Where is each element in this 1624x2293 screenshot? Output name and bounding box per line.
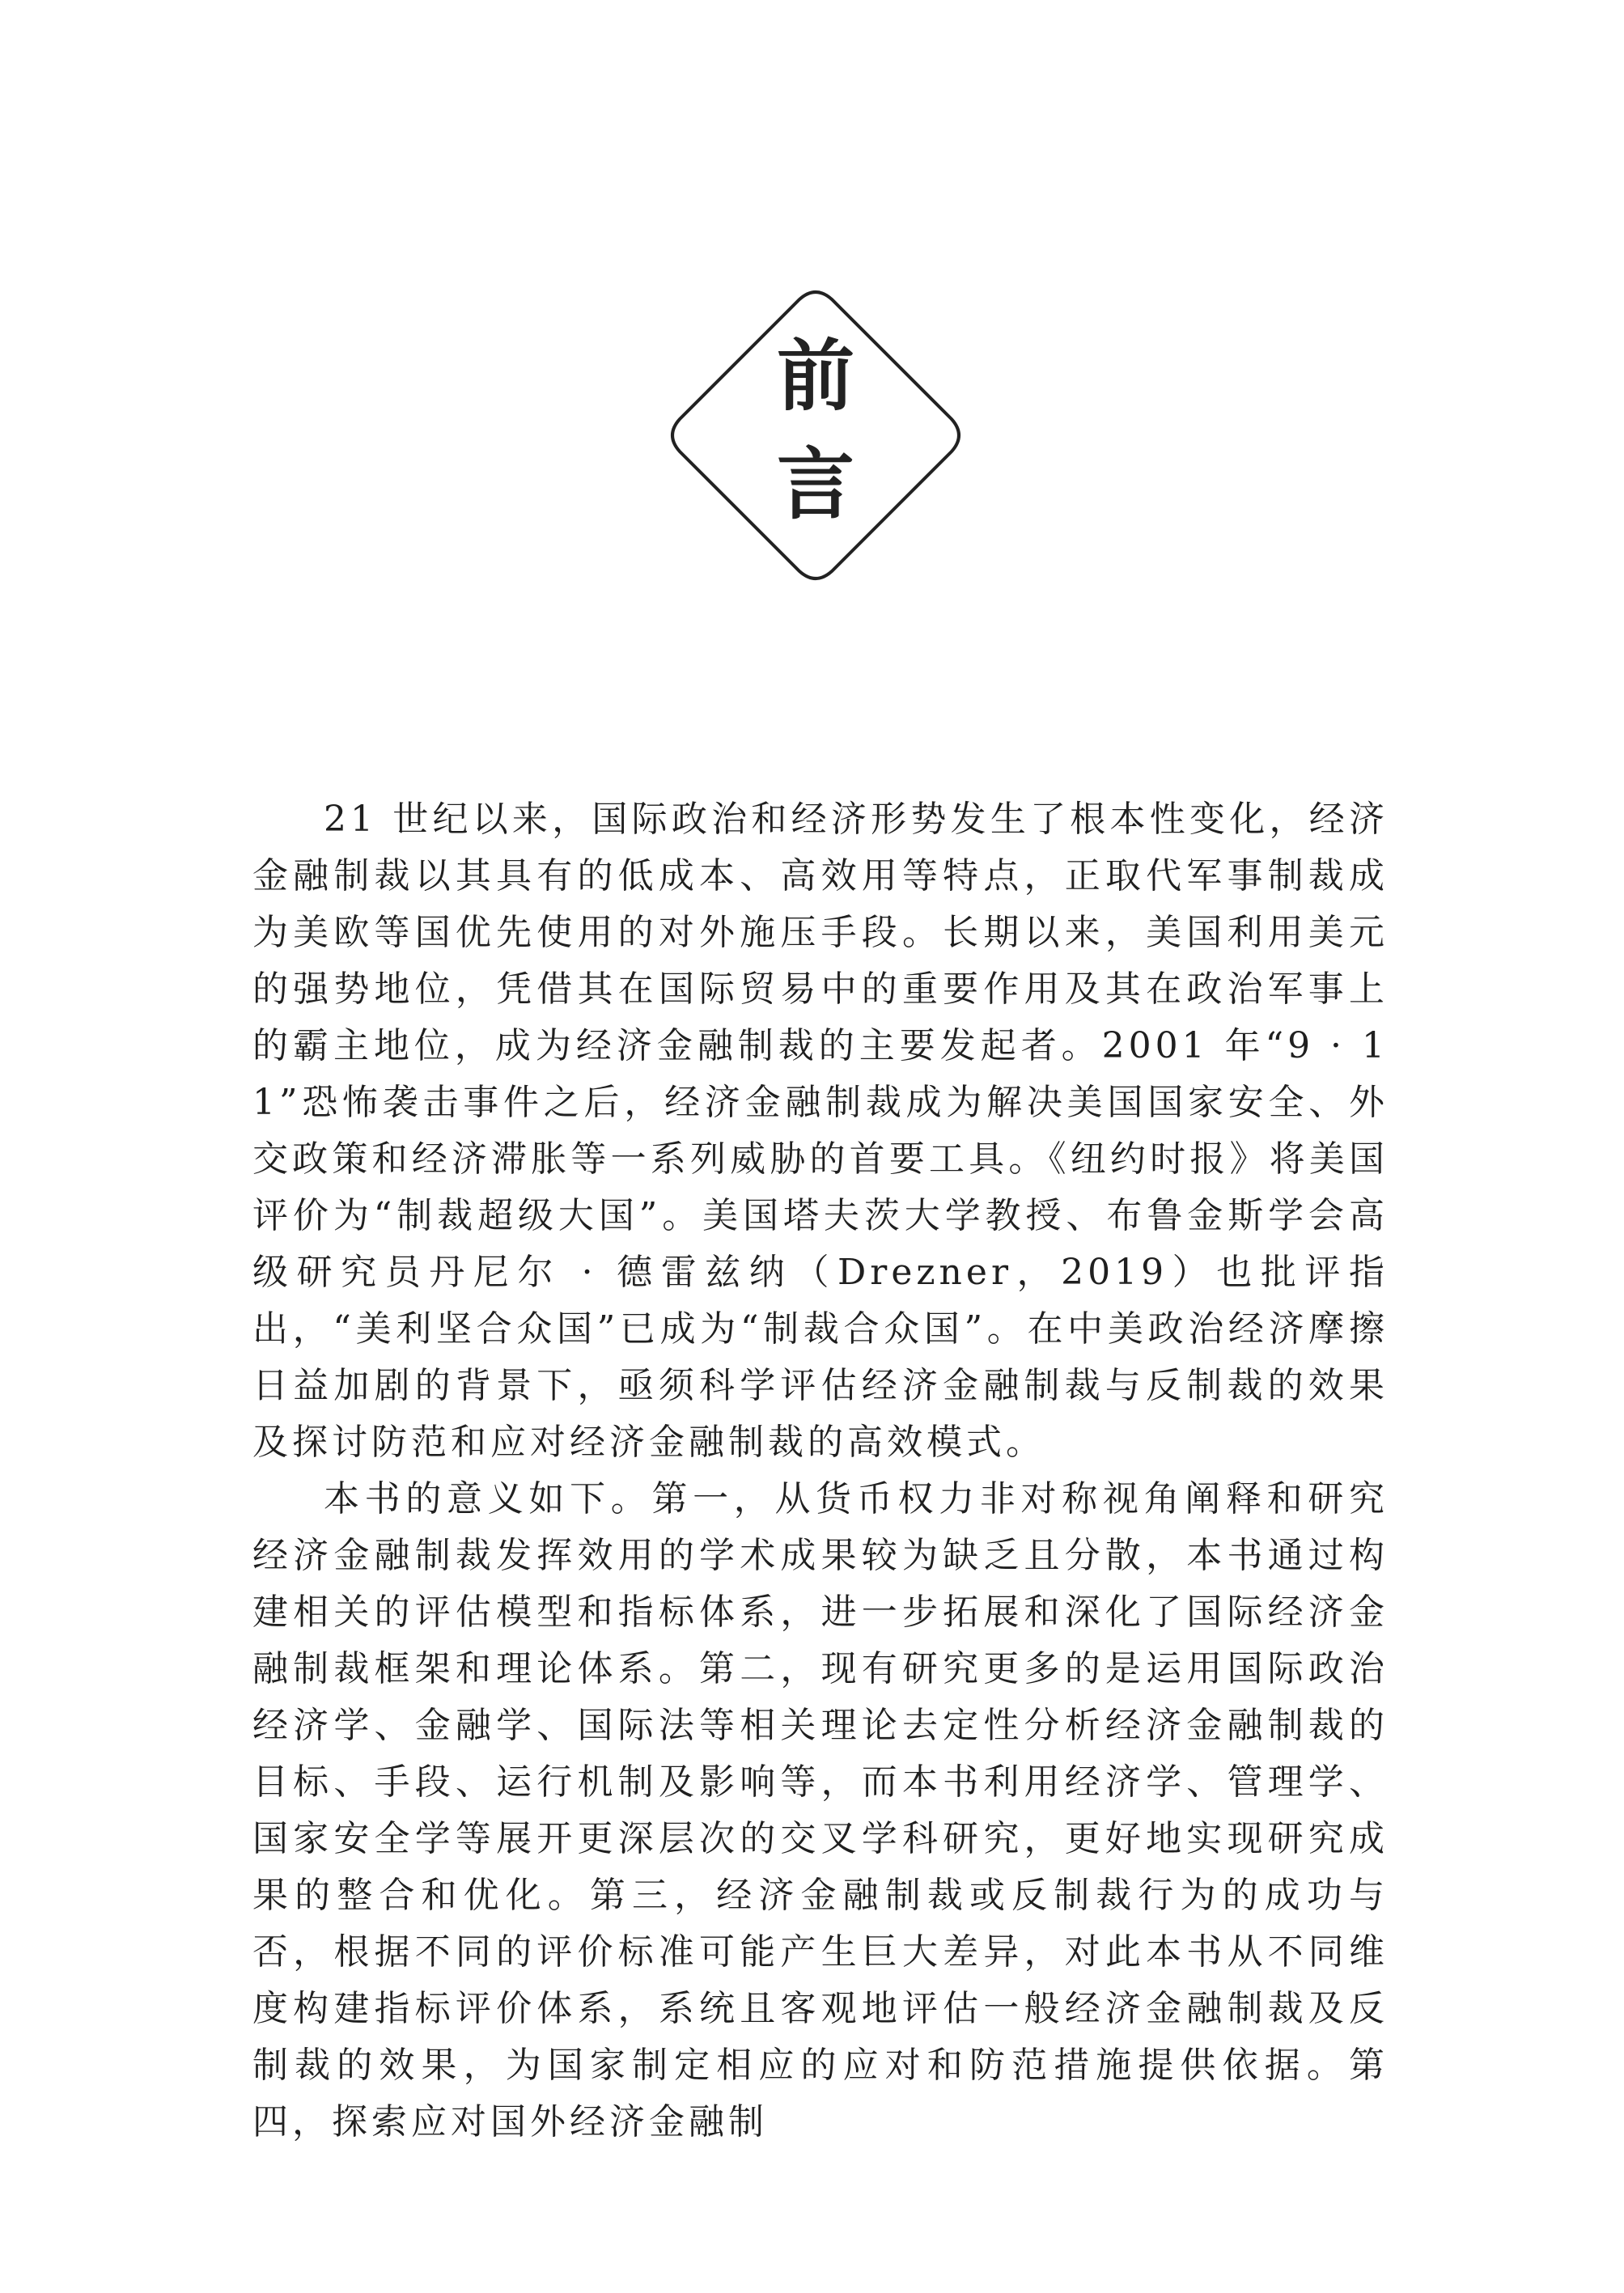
preface-heading-emblem [670,290,961,581]
preface-title-char-1: 前 [777,331,854,422]
paragraph-2: 本书的意义如下。第一，从货币权力非对称视角阐释和研究经济金融制裁发挥效用的学术成果较为缺乏且分散，本书通过构建相关的评估模型和指标体系，进一步拓展和深化了国际经济金融制裁框架和理论体系。第二，现有研究更多的是运用国际政治经济学、金融学、国际法等相关理论去定性分析经济金融制裁的目标、手段、运行机制及影响等，而本书利用经济学、管理学、国家安全学等展开更深层次的交叉学科研究，更好地实现研究成果的整合和优化。第三，经济金融制裁或反制裁行为的成功与否，根据不同的评价标准可能产生巨大差异，对此本书从不同维度构建指标评价体系，系统且客观地评估一般经济金融制裁及反制裁的效果，为国家制定相应的应对和防范措施提供依据。第四，探索应对国外经济金融制 [252,1478,1389,2143]
preface-title-char-2: 言 [777,439,854,530]
paragraph-1: 21 世纪以来，国际政治和经济形势发生了根本性变化，经济金融制裁以其具有的低成本、高效用等特点，正取代军事制裁成为美欧等国优先使用的对外施压手段。长期以来，美国利用美元的强势地位，凭借其在国际贸易中的重要作用及其在政治军事上的霸主地位，成为经济金融制裁的主要发起者。2001 年“9 · 11”恐怖袭击事件之后，经济金融制裁成为解决美国国家安全、外交政策和经济滞胀等一系列威胁的首要工具。《纽约时报》将美国评价为“制裁超级大国”。美国塔夫茨大学教授、布鲁金斯学会高级研究员丹尼尔 · 德雷兹纳（Drezner，2019）也批评指出，“美利坚合众国”已成为“制裁合众国”。在中美政治经济摩擦日益加剧的背景下，亟须科学评估经济金融制裁与反制裁的效果及探讨防范和应对经济金融制裁的高效模式。 [252,799,1389,1463]
preface-body [252,791,1389,2151]
